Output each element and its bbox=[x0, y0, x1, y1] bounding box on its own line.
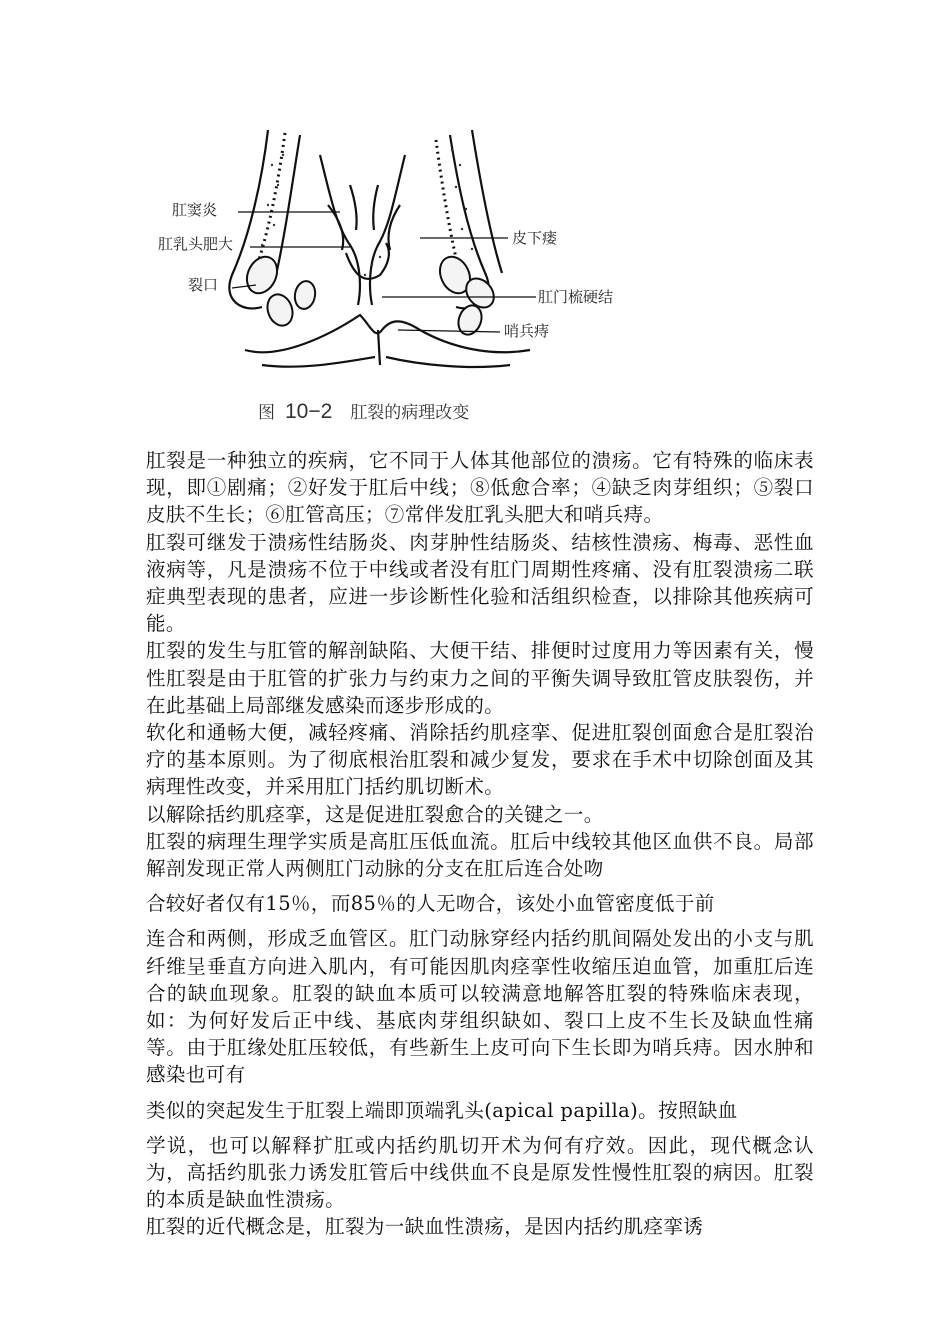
label-subcutaneous-fistula: 皮下瘘 bbox=[512, 229, 558, 247]
label-anal-sinusitis: 肛窦炎 bbox=[172, 201, 218, 219]
paragraph-6d: 类似的突起发生于肛裂上端即顶端乳头(apical papilla)。按照缺血 bbox=[146, 1098, 738, 1122]
caption-title: 肛裂的病理改变 bbox=[350, 403, 470, 423]
caption-number: 10−2 bbox=[285, 400, 333, 423]
label-pecten-induration: 肛门梳硬结 bbox=[538, 288, 614, 306]
label-fissure: 裂口 bbox=[188, 276, 219, 294]
paragraph-6c: 连合和两侧，形成乏血管区。肛门动脉穿经内括约肌间隔处发出的小支与肌纤维呈垂直方向进入肌内，有可能因肌肉痉挛性收缩压迫血管，加重肛后连合的缺血现象。肛裂的缺血本质可以较满意地解答肛裂的特殊临床表现，如：为何好发后正中线、基底肉芽组织缺如、裂口上皮不生长及缺血性痛等。由于肛缘处肛压较低，有些新生上皮可向下生长即为哨兵痔。因水肿和感染也可有 bbox=[146, 927, 814, 1087]
paragraph-1: 肛裂是一种独立的疾病，它不同于人体其他部位的溃疡。它有特殊的临床表现，即①剧痛；②好发于肛后中线；⑧低愈合率；④缺乏肉芽组织；⑤裂口皮肤不生长；⑥肛管高压；⑦常伴发肛乳头肥大和哨兵痔。 bbox=[146, 449, 814, 527]
paragraph-7: 肛裂的近代概念是，肛裂为一缺血性溃疡，是因内括约肌痉挛诱 bbox=[146, 1215, 704, 1239]
paragraph-5: 以解除括约肌痉挛，这是促进肛裂愈合的关键之一。 bbox=[146, 802, 604, 826]
label-papilla-hypertrophy: 肛乳头肥大 bbox=[158, 235, 234, 253]
label-sentinel-pile: 哨兵痔 bbox=[504, 322, 550, 340]
paragraph-4: 软化和通畅大便，减轻疼痛、消除括约肌痉挛、促进肛裂创面愈合是肛裂治疗的基本原则。为了彻底根治肛裂和减少复发，要求在手术中切除创面及其病理性改变，并采用肛门括约肌切断术。 bbox=[146, 721, 814, 799]
figure-caption bbox=[258, 398, 469, 424]
paragraph-3: 肛裂的发生与肛管的解剖缺陷、大便干结、排便时过度用力等因素有关，慢性肛裂是由于肛管的扩张力与约束力之间的平衡失调导致肛管皮肤裂伤，并在此基础上局部继发感染而逐步形成的。 bbox=[146, 639, 814, 717]
paragraph-6b: 合较好者仅有15％，而85％的人无吻合，该处小血管密度低于前 bbox=[146, 892, 715, 916]
body-text bbox=[146, 447, 814, 1241]
anatomy-figure bbox=[150, 125, 630, 430]
paragraph-6a: 肛裂的病理生理学实质是高肛压低血流。肛后中线较其他区血供不良。局部解剖发现正常人两侧肛门动脉的分支在肛后连合处吻 bbox=[146, 829, 814, 881]
caption-prefix: 图 bbox=[258, 403, 275, 423]
anal-fissure-illustration bbox=[150, 125, 630, 395]
paragraph-6e: 学说，也可以解释扩肛或内括约肌切开术为何有疗效。因此，现代概念认为，高括约肌张力诱发肛管后中线供血不良是原发性慢性肛裂的病因。肛裂的本质是缺血性溃疡。 bbox=[146, 1133, 814, 1212]
paragraph-2: 肛裂可继发于溃疡性结肠炎、肉芽肿性结肠炎、结核性溃疡、梅毒、恶性血液病等，凡是溃疡不位于中线或者没有肛门周期性疼痛、没有肛裂溃疡二联症典型表现的患者，应进一步诊断性化验和活组织检查，以排除其他疾病可能。 bbox=[146, 530, 814, 636]
